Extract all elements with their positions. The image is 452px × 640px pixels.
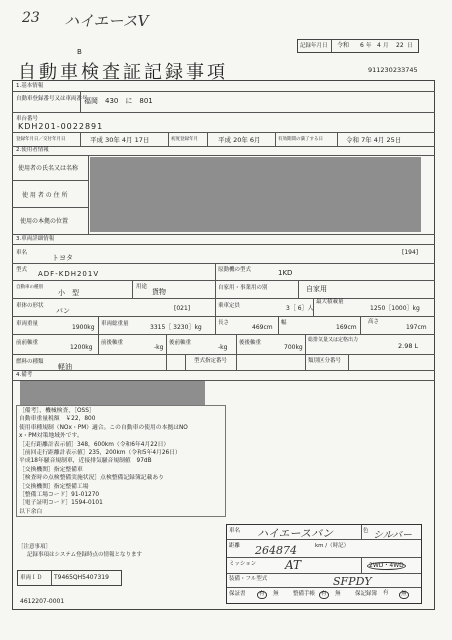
- vehicle-id-label: 車両ＩＤ: [20, 575, 43, 581]
- category-label: 自動車の種別: [16, 285, 43, 290]
- sticker-record-no: 無: [401, 591, 407, 597]
- length-label: 長さ: [218, 320, 230, 326]
- weight: 1900kg: [72, 324, 95, 331]
- sticker-color: シルバー: [373, 530, 413, 541]
- user-address-label: 使 用 者 の 住 所: [22, 192, 68, 199]
- body-shape: バン: [56, 307, 70, 315]
- sticker-mission: AT: [285, 558, 302, 572]
- redacted-user-info: [90, 157, 421, 232]
- handwritten-vehicle-name: ハイエースV: [64, 12, 149, 30]
- max-load-label: 最大積載量: [316, 299, 344, 305]
- notes-line: 自動車重量税額 ￥22，800: [19, 416, 96, 423]
- record-date-month-unit: 月: [383, 43, 389, 49]
- model-label: 型式: [16, 267, 28, 273]
- notes-line: 以下余白: [19, 508, 43, 515]
- notes-line: 平成18年騒音規制車，近接排気騒音規制値 97dB: [19, 458, 152, 465]
- width-label: 幅: [281, 320, 287, 326]
- private-use: 自家用: [306, 285, 327, 293]
- record-date-day-unit: 日: [407, 43, 413, 49]
- sticker-equip: SFPDY: [333, 575, 372, 588]
- weight-label: 車両重量: [16, 321, 39, 327]
- capacity: 3［ 6］人: [286, 305, 314, 312]
- width: 169cm: [336, 324, 357, 331]
- notes-line: ［備考］，機械検査，［OSS］: [19, 408, 95, 414]
- basic-section-title: 1.基本情報: [16, 83, 44, 89]
- notes-line: x・PM対策地域外です。: [19, 433, 83, 440]
- notes-line: ［走行距離計表示値］348，600km（令和6年4月22日）: [19, 441, 170, 448]
- expiry-date: 令和 7年 4月 25日: [346, 136, 402, 144]
- inquiry-title: ［注意事項］: [18, 544, 52, 550]
- sticker-record-yes: 有: [383, 590, 389, 596]
- usage: 貨物: [152, 288, 166, 296]
- fuel-label: 燃料の種類: [16, 359, 44, 365]
- engine: 1KD: [278, 269, 293, 277]
- type-cert-label: 型式指定番号: [194, 358, 228, 364]
- sticker-distance-label: 距離: [229, 543, 241, 549]
- gross-weight-label: 車両総重量: [101, 321, 129, 327]
- sticker-manual-yes: 有: [321, 591, 327, 597]
- sticker-manual-label: 整備手帳: [293, 591, 316, 597]
- category: 小 型: [58, 289, 79, 297]
- sticker-record-label: 保記録簿: [355, 591, 378, 597]
- length: 469cm: [252, 324, 273, 331]
- rf-axle-label: 後前軸重: [169, 340, 192, 346]
- sticker-warranty-yes: 有: [259, 591, 265, 597]
- body-code: [021]: [174, 305, 191, 312]
- reg-date-label: 登録年月日／交付年月日: [16, 137, 66, 142]
- sticker-distance: 264874: [255, 544, 297, 557]
- chassis-number: KDH201-0022891: [18, 122, 104, 131]
- sticker-drive: 2WD・4WD: [369, 562, 404, 569]
- reg-number: 福岡 430 に 801: [84, 97, 153, 105]
- sticker-name-label: 車名: [229, 528, 241, 534]
- sticker-manual-no: 無: [335, 591, 341, 597]
- user-name-label: 使用者の氏名又は名称: [18, 165, 79, 172]
- notes-line: ［交換機関］指定整備工場: [19, 483, 89, 490]
- notes-line: ［検査時の点検整備実施状況］点検整備記録簿記載あり: [19, 475, 164, 482]
- footer-code: 4612207-0001: [20, 598, 65, 605]
- make-code: [194]: [402, 249, 419, 256]
- record-date-box: [297, 39, 419, 53]
- ff-axle: 1200kg: [70, 344, 93, 351]
- displacement: 2.98 L: [398, 342, 419, 350]
- capacity-label: 乗車定員: [218, 303, 241, 309]
- expiry-label: 有効期間の満了する日: [278, 137, 323, 142]
- vehicle-id-box: [17, 570, 122, 586]
- vehicle-id: T9465QH5407319: [54, 574, 109, 581]
- record-date-year-unit: 年: [366, 43, 372, 49]
- sticker-warranty-no: 無: [273, 591, 279, 597]
- reg-number-label: 自動車登録番号又は車両番号: [16, 96, 88, 102]
- height-label: 高さ: [368, 319, 380, 325]
- first-reg: 平成 20年 6月: [218, 136, 261, 144]
- inquiry-text: 記録事項はシステム登録時点の情報となります: [27, 552, 142, 558]
- rr-axle: 700kg: [284, 344, 303, 351]
- rf-axle: -kg: [218, 344, 228, 351]
- dealer-sticker: [226, 524, 422, 604]
- base-location-label: 使用の本拠の位置: [20, 218, 69, 225]
- first-reg-label: 初度登録年月: [171, 137, 198, 142]
- fuel: 軽油: [58, 363, 72, 371]
- reg-date: 平成 30年 4月 17日: [90, 136, 150, 144]
- gross-weight: 3315［ 3230］kg: [150, 324, 202, 331]
- document-number: 911230233745: [368, 66, 418, 74]
- sticker-color-label: 色: [363, 528, 369, 534]
- record-date-month: 4: [377, 42, 381, 49]
- ff-axle-label: 前前軸重: [16, 340, 39, 346]
- user-section-title: 2.使用者情報: [16, 147, 49, 153]
- make-label: 車名: [16, 250, 28, 256]
- vehicle-section-title: 3.車両詳細情報: [16, 236, 55, 242]
- notes-line: ［電子証明コード］1594-0101: [19, 500, 103, 507]
- rr-axle-label: 後後軸重: [239, 340, 262, 346]
- height: 197cm: [406, 324, 427, 331]
- handwritten-number: 23: [22, 10, 40, 26]
- notes-section-title: 4.備考: [16, 372, 33, 378]
- record-date-era: 令和: [337, 42, 350, 49]
- sticker-distance-unit: km /（時記）: [315, 543, 350, 549]
- displacement-label: 総排気量又は定格出力: [308, 337, 359, 343]
- model: ADF-KDH201V: [38, 270, 100, 278]
- fr-axle-label: 前後軸重: [101, 340, 124, 346]
- record-date-year: 6: [360, 42, 364, 49]
- fr-axle: -kg: [154, 344, 164, 351]
- notes-line: ［交換機関］指定整備車: [19, 466, 83, 473]
- sticker-equip-label: 装備・フル型式: [229, 576, 268, 582]
- record-date-label: 記録年月日: [300, 43, 328, 49]
- notes-list: [19, 407, 188, 516]
- notes-line: ［前回走行距離計表示値］235，200km（令和5年4月26日）: [19, 450, 181, 457]
- handwritten-mark: B: [77, 48, 82, 56]
- engine-label: 原動機の型式: [218, 267, 252, 273]
- notes-line: ［整備工場コード］91-01270: [19, 492, 100, 499]
- sticker-name: ハイエースバン: [257, 527, 334, 540]
- sticker-mission-label: ミッション: [229, 561, 257, 567]
- chassis-label: 車台番号: [16, 116, 39, 122]
- usage-label: 用途: [136, 284, 148, 290]
- sticker-warranty-label: 保証書: [229, 591, 246, 597]
- record-date-day: 22: [396, 42, 404, 49]
- notes-box: [16, 405, 226, 517]
- category-num-label: 類別区分番号: [308, 358, 342, 364]
- body-label: 車体の形状: [16, 303, 44, 309]
- max-load: 1250［1000］kg: [370, 305, 420, 312]
- redacted-notes: [20, 381, 205, 405]
- notes-line: 使用車種規制（NOx・PM）適合。この自動車の使用の本拠はNO: [19, 424, 188, 431]
- document-title: 自動車検査証記録事項: [18, 62, 228, 83]
- make: トヨタ: [52, 254, 73, 262]
- private-label: 自家用・事業用の別: [218, 285, 268, 291]
